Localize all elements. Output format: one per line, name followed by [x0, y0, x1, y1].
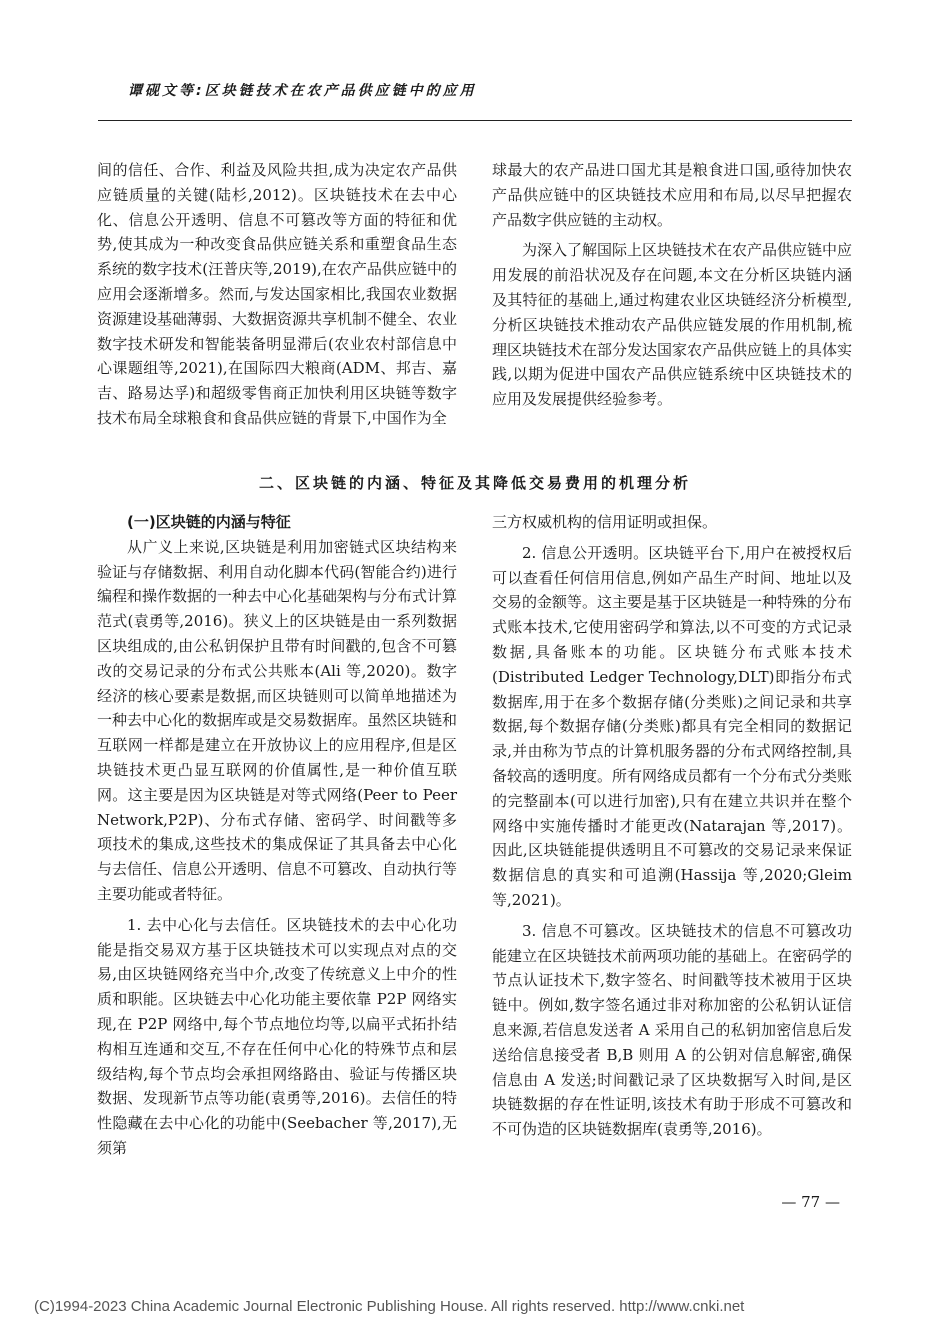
right-paragraph-3: 3. 信息不可篡改。区块链技术的信息不可篡改功能建立在区块链技术前两项功能的基础上。在密码学的节点认证技术下,数字签名、时间戳等技术被用于区块链中。例如,数字签名通过非对称加密的公私钥认证信息来源,若信息发送者 A 采用自己的私钥加密信息后发送给信息接受者 B,B 则用 A 的公钥对信息解密,确保信息由 A 发送;时间戳记录了区块数据写入时间,是区块链数据的存在性证明,该技术有助于形成不可篡改和不可伪造的区块链数据库(袁勇等,2016)。 — [492, 921, 853, 1139]
running-title: 谭砚文等:区块链技术在农产品供应链中的应用 — [128, 83, 477, 99]
intro-left-column — [97, 158, 457, 431]
section-heading: 二、区块链的内涵、特征及其降低交易费用的机理分析 — [258, 474, 691, 492]
copyright-footer: (C)1994-2023 China Academic Journal Electronic Publishing House. All rights reserved. http://www.cnki.net — [34, 1298, 745, 1315]
left-paragraph-1: 从广义上来说,区块链是利用加密链式区块结构来验证与存储数据、利用自动化脚本代码(智能合约)进行编程和操作数据的一种去中心化基础架构与分布式计算范式(袁勇等,2016)。狭义上的区块链是由一系列数据区块组成的,由公私钥保护且带有时间戳的,包含不可篡改的交易记录的分布式公共账本(Ali 等,2020)。数字经济的核心要素是数据,而区块链则可以简单地描述为一种去中心化的数据库或是交易数据库。虽然区块链和互联网一样都是建立在开放协议上的应用程序,但是区块链技术更凸显互联网的价值属性,是一种价值互联网。这主要是因为区块链是对等式网络(Peer to Peer Network,P2P)、分布式存储、密码学、时间戳等多项技术的集成,这些技术的集成保证了其具备去中心化与去信任、信息公开透明、信息不可篡改、自动执行等主要功能或者特征。 — [97, 537, 458, 903]
right-paragraph-1: 三方权威机构的信用证明或担保。 — [492, 513, 718, 531]
right-paragraph-2: 2. 信息公开透明。区块链平台下,用户在被授权后可以查看任何信用信息,例如产品生产时间、地址以及交易的金额等。这主要是基于区块链是一种特殊的分布式账本技术,它使用密码学和算法,以不可变的方式记录数据,具备账本的功能。区块链分布式账本技术(Distributed Ledger Technology,DLT)即指分布式数据库,用于在多个数据存储(分类账)之间记录和共享数据,每个数据存储(分类账)都具有完全相同的数据记录,并由称为节点的计算机服务器的分布式网络控制,具备较高的透明度。所有网络成员都有一个分布式分类账的完整副本(可以进行加密),只有在建立共识并在整个网络中实施传播时才能更改(Natarajan 等,2017)。因此,区块链能提供透明且不可篡改的交易记录来保证数据信息的真实和可追溯(Hassija 等,2020;Gleim 等,2021)。 — [492, 543, 853, 909]
header-rule — [98, 120, 852, 121]
intro-right-paragraph-1: 球最大的农产品进口国尤其是粮食进口国,亟待加快农产品供应链中的区块链技术应用和布局,以尽早把握农产品数字供应链的主动权。 — [492, 161, 852, 229]
page-number: — 77 — — [781, 1193, 840, 1211]
intro-right-column — [492, 158, 852, 412]
left-column — [97, 510, 457, 1161]
subsection-heading: (一)区块链的内涵与特征 — [127, 513, 291, 531]
intro-right-paragraph-2: 为深入了解国际上区块链技术在农产品供应链中应用发展的前沿状况及存在问题,本文在分析区块链内涵及其特征的基础上,通过构建农业区块链经济分析模型,分析区块链技术推动农产品供应链发展的作用机制,梳理区块链技术在部分发达国家农产品供应链上的具体实践,以期为促进中国农产品供应链系统中区块链技术的应用及发展提供经验参考。 — [492, 241, 853, 409]
right-column — [492, 510, 852, 1142]
left-paragraph-2: 1. 去中心化与去信任。区块链技术的去中心化功能是指交易双方基于区块链技术可以实现点对点的交易,由区块链网络充当中介,改变了传统意义上中介的性质和职能。区块链去中心化功能主要依靠 P2P 网络实现,在 P2P 网络中,每个节点地位均等,以扁平式拓扑结构相互连通和交互,不存在任何中心化的特殊节点和层级结构,每个节点均会承担网络路由、验证与传播区块数据、发现新节点等功能(袁勇等,2016)。去信任的特性隐藏在去中心化的功能中(Seebacher 等,2017),无须第 — [97, 915, 457, 1157]
intro-left-paragraph: 间的信任、合作、利益及风险共担,成为决定农产品供应链质量的关键(陆杉,2012)。区块链技术在去中心化、信息公开透明、信息不可篡改等方面的特征和优势,使其成为一种改变食品供应链关系和重塑食品生态系统的数字技术(汪普庆等,2019),在农产品供应链中的应用会逐渐增多。然而,与发达国家相比,我国农业数据资源建设基础薄弱、大数据资源共享机制不健全、农业数字技术研发和智能装备明显滞后(农业农村部信息中心课题组等,2021),在国际四大粮商(ADM、邦吉、嘉吉、路易达孚)和超级零售商正加快利用区块链等数字技术布局全球粮食和食品供应链的背景下,中国作为全 — [97, 161, 458, 427]
